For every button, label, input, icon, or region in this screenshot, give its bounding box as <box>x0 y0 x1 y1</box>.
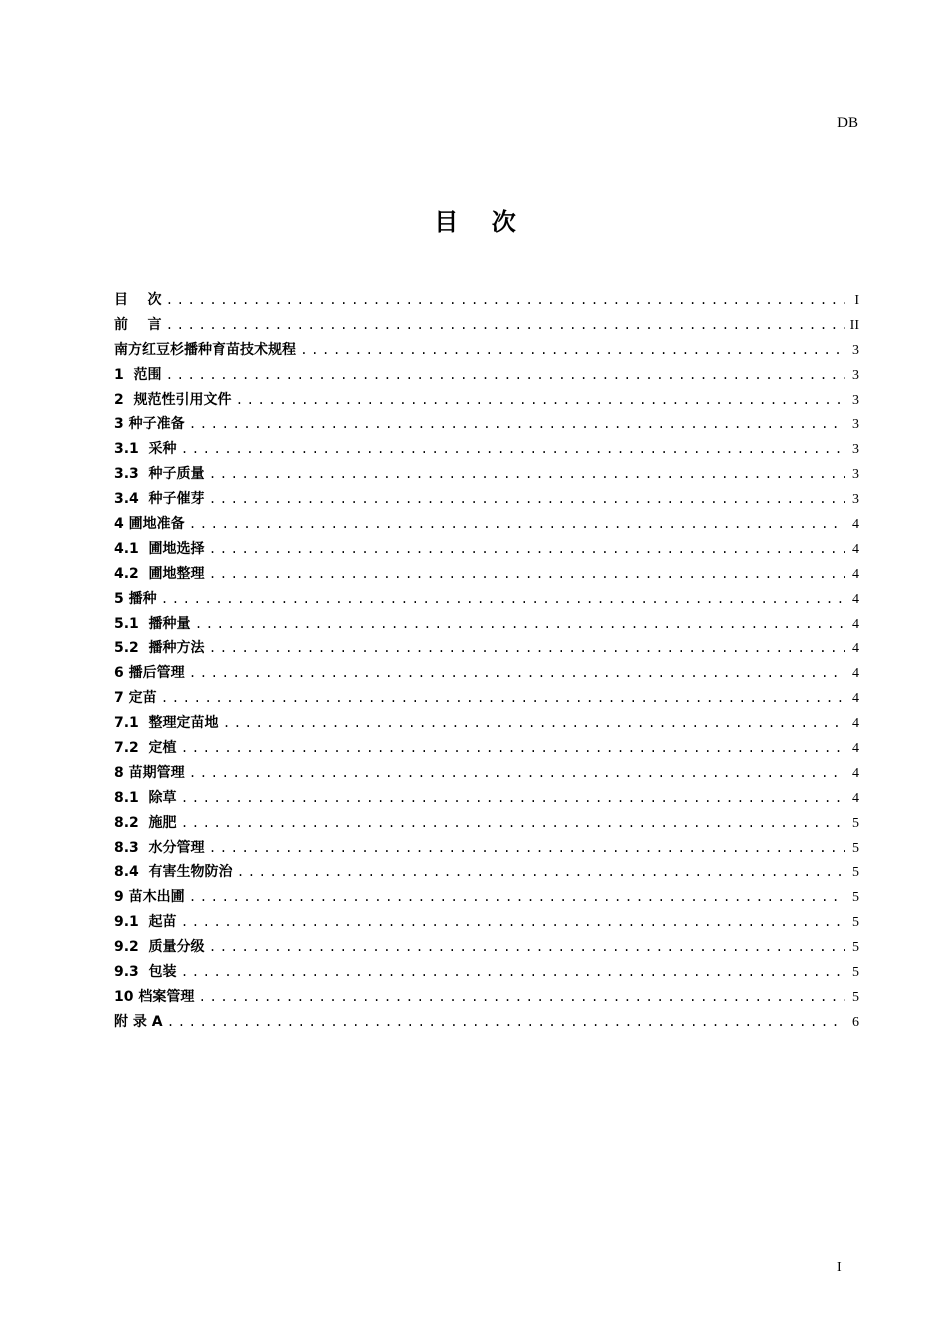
toc-entry[interactable] <box>114 861 859 886</box>
toc-entry-label: 2 规范性引用文件 <box>114 391 232 408</box>
toc-entry-page: 3 <box>852 367 859 383</box>
toc-entry-label: 3.4 种子催芽 <box>114 491 205 508</box>
dot-leader <box>209 492 845 507</box>
toc-entry[interactable] <box>114 837 859 862</box>
toc-entry-label: 9 苗木出圃 <box>114 889 185 906</box>
toc-entry[interactable] <box>114 986 859 1011</box>
toc-entry[interactable] <box>114 413 859 438</box>
dot-leader <box>209 940 845 955</box>
toc-entry-page: 6 <box>852 1014 859 1030</box>
toc-entry-page: 4 <box>852 790 859 806</box>
dot-leader <box>209 841 845 856</box>
dot-leader <box>181 816 845 831</box>
toc-entry-page: 3 <box>852 392 859 408</box>
toc-entry[interactable] <box>114 314 859 339</box>
dot-leader <box>209 542 845 557</box>
toc-entry-page: 4 <box>852 616 859 632</box>
toc-entry[interactable] <box>114 886 859 911</box>
dot-leader <box>181 442 845 457</box>
dot-leader <box>167 1015 845 1030</box>
toc-entry-label: 8.2 施肥 <box>114 814 177 831</box>
dot-leader <box>209 467 845 482</box>
toc-entry-label: 前 言 <box>114 316 162 333</box>
dot-leader <box>189 666 845 681</box>
toc-entry-label: 10 档案管理 <box>114 988 195 1005</box>
toc-entry-label: 南方红豆杉播种育苗技术规程 <box>114 341 296 358</box>
toc-entry[interactable] <box>114 762 859 787</box>
dot-leader <box>181 741 845 756</box>
dot-leader <box>195 617 845 632</box>
toc-entry-page: 3 <box>852 492 859 508</box>
toc-entry[interactable] <box>114 787 859 812</box>
toc-entry-page: 4 <box>852 641 859 657</box>
toc-entry-page: 3 <box>852 467 859 483</box>
dot-leader <box>166 318 846 333</box>
dot-leader <box>161 691 845 706</box>
toc-entry-label: 附 录 A <box>114 1013 163 1030</box>
toc-entry-label: 5.1 播种量 <box>114 615 191 632</box>
toc-entry-label: 8.3 水分管理 <box>114 839 205 856</box>
toc-entry[interactable] <box>114 463 859 488</box>
toc-entry-page: 4 <box>852 716 859 732</box>
toc-entry[interactable] <box>114 613 859 638</box>
toc-entry[interactable] <box>114 389 859 414</box>
toc-entry-page: II <box>849 317 859 333</box>
document-code: DB <box>837 115 858 131</box>
toc-entry-page: 5 <box>852 865 859 881</box>
dot-leader <box>209 641 845 656</box>
toc-entry-page: 4 <box>852 691 859 707</box>
toc-entry[interactable] <box>114 289 859 314</box>
toc-entry[interactable] <box>114 364 859 389</box>
toc-entry-page: 5 <box>852 815 859 831</box>
toc-entry-page: 3 <box>852 342 859 358</box>
toc-entry-page: I <box>854 293 859 308</box>
toc-entry[interactable] <box>114 936 859 961</box>
dot-leader <box>189 890 845 905</box>
dot-leader <box>236 393 846 408</box>
page-title: 目 次 <box>434 208 516 236</box>
toc-entry-page: 4 <box>852 566 859 582</box>
toc-entry-label: 5.2 播种方法 <box>114 640 205 657</box>
toc-entry-page: 4 <box>852 541 859 557</box>
toc-entry-page: 5 <box>852 915 859 931</box>
toc-entry[interactable] <box>114 563 859 588</box>
toc-entry-label: 4.2 圃地整理 <box>114 565 205 582</box>
toc-entry-label: 3 种子准备 <box>114 416 185 433</box>
toc-entry-page: 4 <box>852 591 859 607</box>
dot-leader <box>237 865 845 880</box>
toc-entry-label: 8.1 除草 <box>114 789 177 806</box>
toc-entry[interactable] <box>114 538 859 563</box>
toc-entry-page: 5 <box>852 989 859 1005</box>
dot-leader <box>189 417 845 432</box>
toc-entry[interactable] <box>114 513 859 538</box>
table-of-contents <box>114 289 859 1036</box>
toc-entry[interactable] <box>114 438 859 463</box>
toc-entry-label: 7.2 定植 <box>114 740 177 757</box>
toc-entry-label: 3.3 种子质量 <box>114 466 205 483</box>
dot-leader <box>181 791 845 806</box>
dot-leader <box>166 368 846 383</box>
dot-leader <box>181 915 845 930</box>
toc-entry[interactable] <box>114 662 859 687</box>
dot-leader <box>181 965 845 980</box>
toc-entry-page: 4 <box>852 517 859 533</box>
dot-leader <box>161 592 845 607</box>
toc-entry-label: 9.2 质量分级 <box>114 939 205 956</box>
toc-entry-page: 3 <box>852 417 859 433</box>
dot-leader <box>300 343 845 358</box>
toc-entry-label: 9.3 包装 <box>114 964 177 981</box>
toc-entry-label: 4 圃地准备 <box>114 516 185 533</box>
toc-entry-page: 5 <box>852 940 859 956</box>
toc-entry[interactable] <box>114 712 859 737</box>
toc-entry[interactable] <box>114 911 859 936</box>
toc-entry-page: 4 <box>852 741 859 757</box>
toc-entry-label: 1 范围 <box>114 366 162 383</box>
dot-leader <box>189 517 845 532</box>
toc-entry-label: 7 定苗 <box>114 690 157 707</box>
toc-entry-page: 4 <box>852 666 859 682</box>
dot-leader <box>223 716 845 731</box>
toc-entry-label: 7.1 整理定苗地 <box>114 715 219 732</box>
toc-entry-page: 4 <box>852 765 859 781</box>
toc-entry-label: 8 苗期管理 <box>114 764 185 781</box>
toc-entry-label: 3.1 采种 <box>114 441 177 458</box>
toc-entry-label: 6 播后管理 <box>114 665 185 682</box>
toc-entry-page: 3 <box>852 442 859 458</box>
toc-entry-page: 5 <box>852 840 859 856</box>
toc-entry[interactable] <box>114 637 859 662</box>
dot-leader <box>209 567 845 582</box>
toc-entry[interactable] <box>114 588 859 613</box>
dot-leader <box>198 990 845 1005</box>
toc-entry-page: 5 <box>852 890 859 906</box>
toc-entry[interactable] <box>114 812 859 837</box>
dot-leader <box>166 293 846 308</box>
toc-entry-label: 8.4 有害生物防治 <box>114 864 233 881</box>
toc-entry[interactable] <box>114 687 859 712</box>
dot-leader <box>189 766 845 781</box>
toc-entry-label: 9.1 起苗 <box>114 914 177 931</box>
toc-entry-label: 5 播种 <box>114 590 157 607</box>
toc-entry-label: 4.1 圃地选择 <box>114 540 205 557</box>
toc-entry[interactable] <box>114 1011 859 1036</box>
toc-entry[interactable] <box>114 488 859 513</box>
toc-entry[interactable] <box>114 737 859 762</box>
toc-entry-page: 5 <box>852 965 859 981</box>
toc-entry[interactable] <box>114 339 859 364</box>
toc-entry[interactable] <box>114 961 859 986</box>
footer-page-number: I <box>837 1260 842 1275</box>
toc-entry-label: 目 次 <box>114 292 162 308</box>
